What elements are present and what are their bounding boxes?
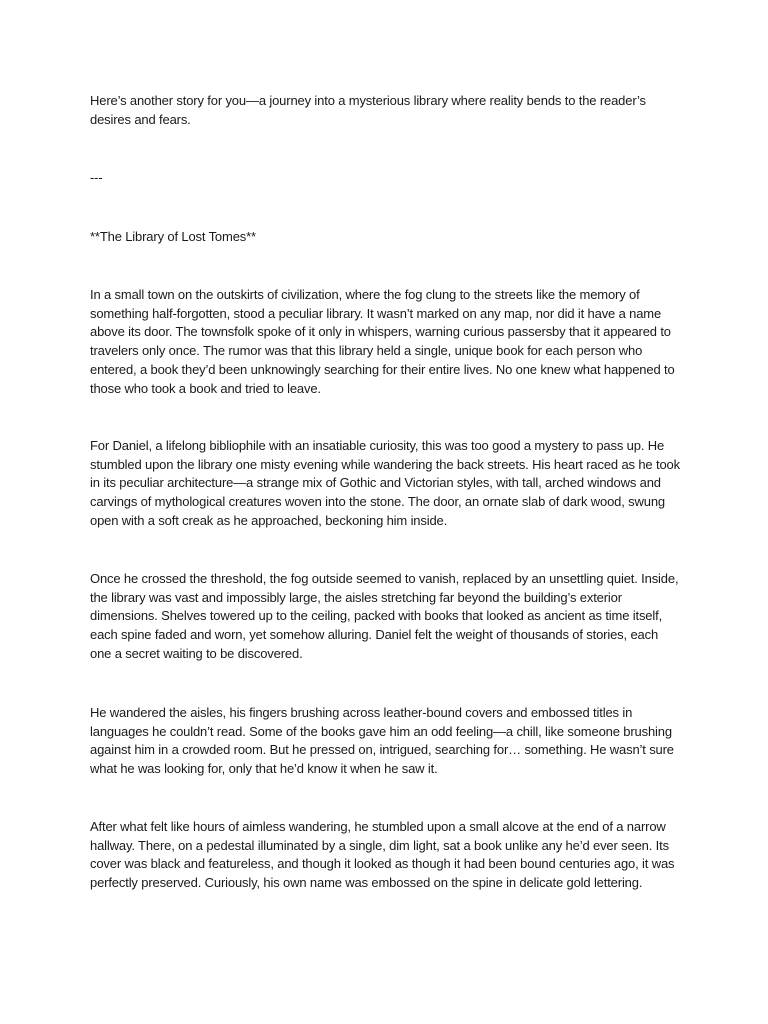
story-paragraph-3: Once he crossed the threshold, the fog outside seemed to vanish, replaced by an unsettling quiet. Inside, the library was vast and impossibly large, the aisles stretching far beyond the building’s exterior dimensions. Shelves towered up to the ceiling, packed with books that looked as ancient as time itself, each spine faded and worn, yet somehow alluring. Daniel felt the weight of thousands of stories, each one a secret waiting to be discovered.: [90, 571, 679, 661]
story-paragraph-5: After what felt like hours of aimless wandering, he stumbled upon a small alcove at the end of a narrow hallway. There, on a pedestal illuminated by a single, dim light, sat a book unlike any he’d ever seen. Its cover was black and featureless, and though it looked as though it had been bound centuries ago, it was perfectly preserved. Curiously, his own name was embossed on the spine in delicate gold lettering.: [90, 819, 675, 891]
story-paragraph-2: For Daniel, a lifelong bibliophile with an insatiable curiosity, this was too good a mystery to pass up. He stumbled upon the library one misty evening while wandering the back streets. His heart raced as he took in its peculiar architecture—a strange mix of Gothic and Victorian styles, with tall, arched windows and carvings of mythological creatures woven into the stone. The door, an ornate slab of dark wood, swung open with a soft creak as he approached, beckoning him inside.: [90, 438, 680, 528]
story-paragraph-4: He wandered the aisles, his fingers brushing across leather-bound covers and embossed titles in languages he couldn’t read. Some of the books gave him an odd feeling—a chill, like someone brushing against him in a crowded room. But he pressed on, intrigued, searching for… something. He wasn’t sure what he was looking for, only that he’d know it when he saw it.: [90, 705, 674, 777]
story-paragraph-1: In a small town on the outskirts of civilization, where the fog clung to the streets like the memory of something half-forgotten, stood a peculiar library. It wasn’t marked on any map, nor did it have a name above its door. The townsfolk spoke of it only in whispers, warning curious passersby that it appeared to travelers only once. The rumor was that this library held a single, unique book for each person who entered, a book they’d been unknowingly searching for their entire lives. No one knew what happened to those who took a book and tried to leave.: [90, 287, 675, 396]
intro-paragraph: Here’s another story for you—a journey into a mysterious library where reality bends to the reader’s desires and fears.: [90, 93, 646, 127]
section-separator: ---: [90, 170, 103, 185]
story-title: **The Library of Lost Tomes**: [90, 229, 256, 244]
